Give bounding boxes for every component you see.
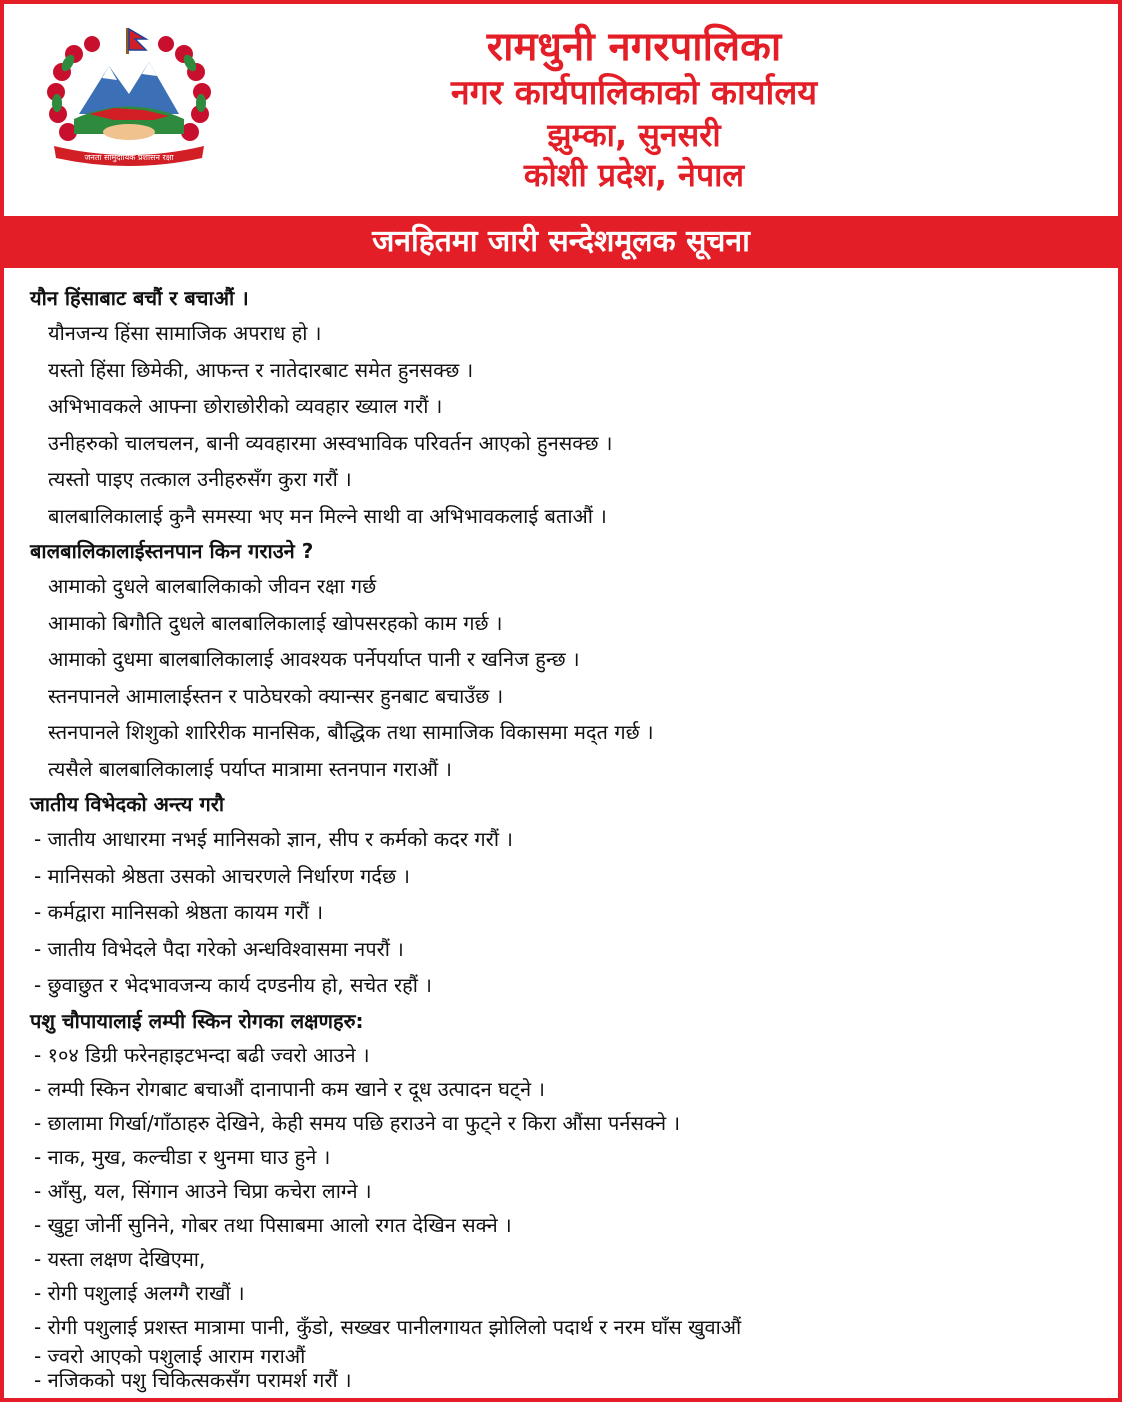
list-item: यौनजन्य हिंसा सामाजिक अपराध हो । [48,321,322,345]
banner-title: जनहितमा जारी सन्देशमूलक सूचना [372,224,750,259]
list-item: आमाको दुधमा बालबालिकालाई आवश्यक पर्नेपर्याप्त पानी र खनिज हुन्छ । [48,647,580,671]
list-item: - यस्ता लक्षण देखिएमा, [34,1246,206,1271]
office-location: झुम्का, सुनसरी [547,115,721,154]
list-item: - लम्पी स्किन रोगबाट बचाऔं दानापानी कम खाने र दूध उत्पादन घट्ने । [34,1076,546,1101]
list-item: - नजिकको पशु चिकित्सकसँग परामर्श गरौं । [34,1367,352,1392]
list-item: - खुट्टा जोर्नी सुनिने, गोबर तथा पिसाबमा आलो रगत देखिन सक्ने । [34,1212,512,1237]
list-item: - कर्मद्वारा मानिसको श्रेष्ठता कायम गरौं । [34,900,324,924]
list-item: - १०४ डिग्री फरेनहाइटभन्दा बढी ज्वरो आउने । [34,1042,370,1067]
notice-content [30,281,1110,1392]
list-item: बालबालिकालाई कुनै समस्या भए मन मिल्ने साथी वा अभिभावकलाई बताऔं । [48,503,607,528]
list-item: - ज्वरो आएको पशुलाई आराम गराऔं [34,1343,306,1368]
list-item: आमाको दुधले बालबालिकाको जीवन रक्षा गर्छ [48,574,377,598]
list-item: - मानिसको श्रेष्ठता उसको आचरणले निर्धारण गर्दछ । [34,863,410,888]
list-item: - रोगी पशुलाई प्रशस्त मात्रामा पानी, कुँडो, सख्खर पानीलगायत झोलिलो पदार्थ र नरम घाँस खुवाऔं [34,1314,742,1339]
office-name: नगर कार्यपालिकाको कार्यालय [450,73,818,113]
list-item: स्तनपानले आमालाईस्तन र पाठेघरको क्यान्सर हुनबाट बचाउँछ । [48,683,504,708]
section-heading: यौन हिंसाबाट बचौं र बचाऔं । [30,286,249,310]
notice-banner [4,216,1118,268]
municipality-name: रामधुनी नगरपालिका [486,24,782,70]
list-item: - आँसु, यल, सिंगान आउने चिप्रा कचेरा लाग्ने । [34,1178,372,1203]
header-titles [184,22,1084,195]
header [4,4,1118,216]
list-item: त्यसैले बालबालिकालाई पर्याप्त मात्रामा स्तनपान गराऔं । [48,756,452,781]
list-item: आमाको बिगौति दुधले बालबालिकालाई खोपसरहको काम गर्छ । [48,610,503,635]
section-heading: पशु चौपायालाई लम्पी स्किन रोगका लक्षणहरु: [30,1008,364,1033]
list-item: अभिभावकले आफ्ना छोराछोरीको व्यवहार ख्याल गरौं । [48,394,443,418]
province-country: कोशी प्रदेश, नेपाल [523,155,745,194]
list-item: - नाक, मुख, कल्चीडा र थुनमा घाउ हुने । [34,1144,331,1169]
list-item: यस्तो हिंसा छिमेकी, आफन्त र नातेदारबाट समेत हुनसक्छ । [48,357,474,382]
emblem-scroll-text: जनता सामुदायिक प्रशासन रक्षा [84,153,174,162]
section-heading: बालबालिकालाईस्तनपान किन गराउने ? [30,539,314,563]
list-item: - जातीय विभेदले पैदा गरेको अन्धविश्वासमा नपरौं । [34,936,404,961]
list-item: - जातीय आधारमा नभई मानिसको ज्ञान, सीप र कर्मको कदर गरौं । [34,827,513,851]
list-item: - छुवाछुत र भेदभावजन्य कार्य दण्डनीय हो, सचेत रहौं । [34,973,432,997]
section-heading: जातीय विभेदको अन्त्य गरौ [30,792,225,816]
list-item: उनीहरुको चालचलन, बानी व्यवहारमा अस्वभाविक परिवर्तन आएको हुनसक्छ । [48,430,613,455]
list-item: त्यस्तो पाइए तत्काल उनीहरुसँग कुरा गरौं । [48,467,352,491]
list-item: स्तनपानले शिशुको शारिरीक मानसिक, बौद्धिक तथा सामाजिक विकासमा मद्त गर्छ । [48,720,654,744]
list-item: - छालामा गिर्खा/गाँठाहरु देखिने, केही समय पछि हराउने वा फुट्ने र किरा औंसा पर्नसक्ने । [34,1110,681,1135]
list-item: - रोगी पशुलाई अलग्गै राखौं । [34,1280,245,1305]
